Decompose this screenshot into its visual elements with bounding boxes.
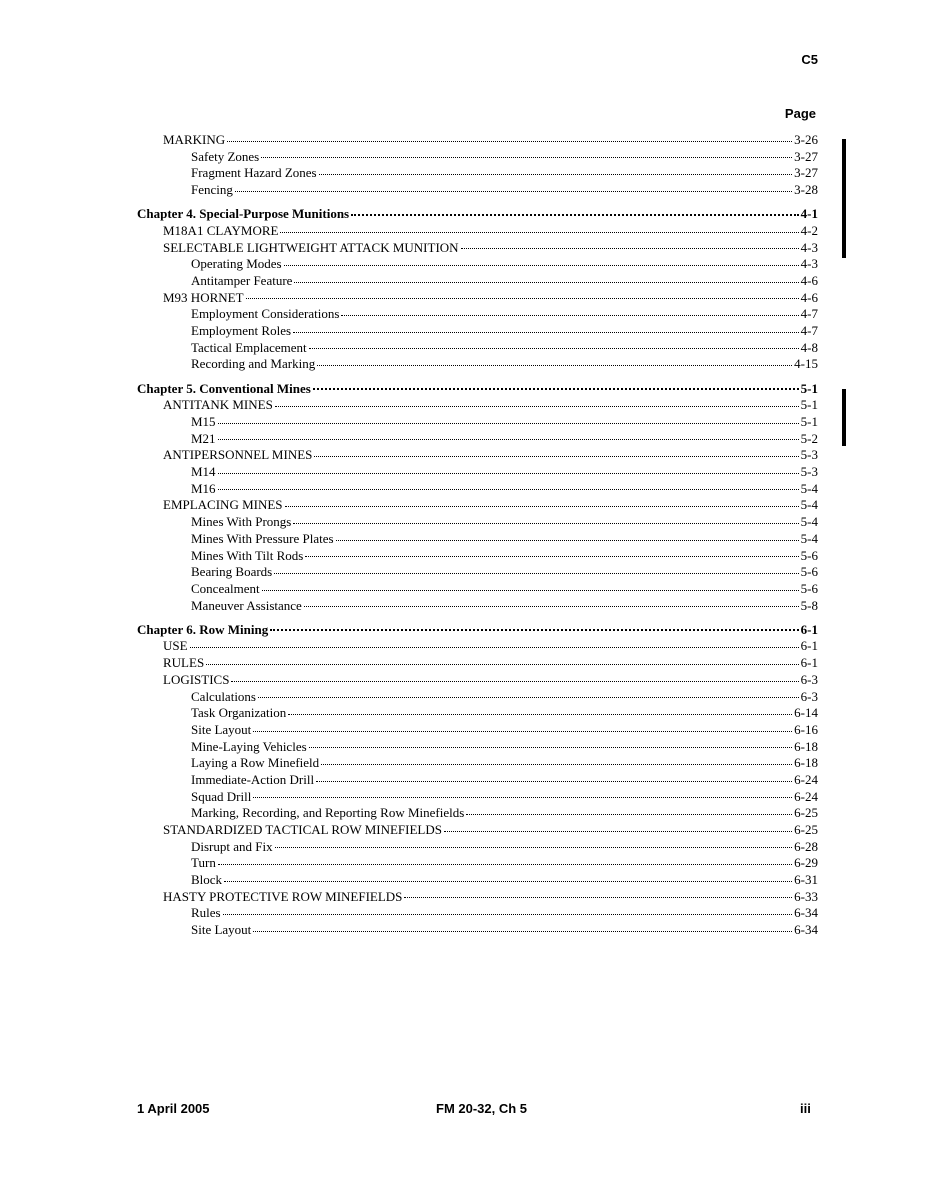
toc-entry-page: 6-3 [800,671,818,687]
toc-entry-title: STANDARDIZED TACTICAL ROW MINEFIELDS [163,822,442,837]
toc-entry [0,855,818,872]
toc-entry-title: Fencing [191,182,233,198]
toc-entry-title: Recording and Marking [191,356,316,372]
toc-entry-title: Chapter 5. Conventional Mines [137,380,311,396]
toc-entry-page: 5-6 [800,564,818,580]
toc-entry-title: ANTITANK MINES [163,397,273,413]
dot-leader [227,140,792,142]
toc-entry [0,672,818,689]
toc-entry-page: 4-8 [800,339,818,355]
toc-entry-title: Fragment Hazard Zones [191,165,317,181]
toc-entry-page: 4-2 [800,222,818,238]
dot-leader [288,713,792,715]
toc-entry-page: 6-31 [794,872,818,888]
toc-entry-title: M16 [191,480,216,496]
toc-entry-page: 5-6 [800,580,818,596]
dot-leader [190,646,799,648]
toc-entry [0,431,818,448]
toc-entry-title: Chapter 4. Special-Purpose Munitions [137,206,350,222]
toc-entry-title: Rules [191,905,221,921]
dot-leader [444,830,792,832]
toc-entry-page: 4-3 [800,239,818,255]
toc-entry [0,497,818,514]
dot-leader [246,297,799,299]
toc-entry-page: 3-27 [794,165,818,181]
toc-entry-page: 3-28 [794,182,818,198]
toc-entry-page: 6-1 [800,621,818,637]
toc-chapter-entry [0,381,818,398]
footer-manual: FM 20-32, Ch 5 [436,1101,528,1116]
toc-entry-title: Immediate-Action Drill [191,771,315,787]
toc-entry-page: 6-16 [794,721,818,737]
page-column-heading: Page [784,106,816,121]
toc-entry-page: 6-3 [800,688,818,704]
toc-entry-title: Mines With Tilt Rods [191,547,304,563]
dot-leader [218,472,799,474]
toc-entry [0,397,818,414]
toc-entry [0,256,818,273]
toc-entry-page: 4-6 [800,289,818,305]
toc-entry-title: Mines With Pressure Plates [191,530,334,546]
dot-leader [351,213,799,216]
toc-entry [0,273,818,290]
toc-entry-title: Laying a Row Minefield [191,755,320,771]
toc-entry [0,564,818,581]
toc-entry [0,514,818,531]
toc-entry [0,755,818,772]
dot-leader [319,173,793,175]
toc-entry-page: 6-1 [800,638,818,654]
toc-entry-title: Concealment [191,580,260,596]
dot-leader [231,680,798,682]
toc-entry-page: 5-1 [800,414,818,429]
toc-entry-page: 4-1 [800,206,818,222]
toc-entry-title: EMPLACING MINES [163,497,283,513]
dot-leader [275,405,799,407]
dot-leader [223,913,793,915]
dot-leader [253,730,792,732]
table-of-contents [0,132,926,939]
toc-entry-title: MARKING [163,132,226,147]
toc-entry [0,922,818,939]
toc-entry-title: Turn [191,855,216,871]
toc-entry-title: Mine-Laying Vehicles [191,738,307,754]
toc-entry-page: 5-4 [800,497,818,513]
toc-entry-title: Maneuver Assistance [191,597,302,613]
toc-entry-page: 5-2 [800,430,818,446]
toc-entry-title: Antitamper Feature [191,273,293,288]
change-number: C5 [801,52,818,67]
dot-leader [317,364,792,366]
toc-entry [0,464,818,481]
toc-entry [0,165,818,182]
toc-entry-page: 4-6 [800,273,818,288]
toc-chapter-entry [0,622,818,639]
toc-entry [0,481,818,498]
dot-leader [261,156,792,158]
toc-entry [0,581,818,598]
toc-entry-page: 6-34 [794,905,818,921]
toc-entry-page: 5-3 [800,464,818,480]
toc-entry-page: 6-28 [794,838,818,854]
toc-entry-title: Calculations [191,688,256,704]
toc-entry [0,889,818,906]
dot-leader [313,387,799,390]
toc-entry-page: 6-18 [794,755,818,771]
toc-entry-title: Disrupt and Fix [191,838,273,854]
toc-entry-page: 4-7 [800,323,818,339]
toc-entry-page: 6-34 [794,922,818,938]
toc-entry-page: 6-1 [800,655,818,671]
toc-entry-page: 4-7 [800,306,818,322]
dot-leader [304,605,799,607]
toc-entry [0,414,818,431]
toc-entry-page: 5-4 [800,514,818,530]
toc-entry-page: 4-15 [794,356,818,372]
toc-entry [0,705,818,722]
toc-entry-page: 5-4 [800,480,818,496]
dot-leader [280,231,798,233]
toc-entry-title: Safety Zones [191,148,260,164]
toc-entry-page: 6-14 [794,705,818,721]
dot-leader [274,572,798,574]
dot-leader [321,763,792,765]
toc-entry [0,531,818,548]
dot-leader [262,589,799,591]
toc-entry-title: Employment Considerations [191,306,340,322]
toc-entry-page: 3-27 [794,148,818,164]
dot-leader [253,796,792,798]
toc-entry-title: Operating Modes [191,256,282,272]
dot-leader [294,281,798,283]
toc-entry-page: 3-26 [794,132,818,147]
toc-entry-title: Task Organization [191,705,287,721]
toc-entry [0,340,818,357]
toc-entry-title: Bearing Boards [191,564,273,580]
toc-entry-page: 6-18 [794,738,818,754]
toc-entry-title: Tactical Emplacement [191,339,307,355]
toc-entry [0,290,818,307]
toc-entry-page: 5-4 [800,530,818,546]
toc-entry [0,132,818,149]
toc-entry [0,638,818,655]
dot-leader [218,438,799,440]
toc-entry-title: M18A1 CLAYMORE [163,222,279,238]
dot-leader [258,696,799,698]
toc-entry-page: 5-6 [800,547,818,563]
toc-entry-page: 6-25 [794,805,818,821]
dot-leader [466,813,792,815]
toc-entry-title: M15 [191,414,216,429]
toc-entry-title: Employment Roles [191,323,292,339]
dot-leader [218,863,792,865]
toc-entry [0,689,818,706]
toc-entry-title: RULES [163,655,205,671]
toc-entry-title: Block [191,872,223,888]
toc-entry [0,182,818,199]
dot-leader [224,880,792,882]
toc-entry-title: LOGISTICS [163,671,230,687]
toc-entry-page: 5-1 [800,380,818,396]
toc-chapter-entry [0,206,818,223]
toc-entry-page: 4-3 [800,256,818,272]
toc-entry [0,598,818,615]
toc-entry [0,447,818,464]
dot-leader [461,247,799,249]
dot-leader [314,455,798,457]
toc-entry-page: 5-1 [800,397,818,413]
toc-entry [0,805,818,822]
toc-entry-title: Site Layout [191,922,252,938]
dot-leader [293,522,798,524]
toc-entry-title: Squad Drill [191,788,252,804]
toc-entry [0,223,818,240]
footer-page-number: iii [800,1101,811,1116]
footer-date: 1 April 2005 [137,1101,210,1116]
toc-entry-title: M93 HORNET [163,289,244,305]
toc-entry [0,789,818,806]
toc-entry [0,149,818,166]
dot-leader [316,780,792,782]
dot-leader [309,347,799,349]
dot-leader [218,422,799,424]
toc-entry [0,655,818,672]
toc-entry-title: HASTY PROTECTIVE ROW MINEFIELDS [163,888,403,904]
dot-leader [285,505,799,507]
dot-leader [206,663,798,665]
toc-entry-title: ANTIPERSONNEL MINES [163,447,313,463]
dot-leader [309,746,793,748]
toc-entry-title: Site Layout [191,721,252,737]
toc-entry-title: SELECTABLE LIGHTWEIGHT ATTACK MUNITION [163,239,459,255]
dot-leader [253,930,792,932]
toc-entry-page: 6-24 [794,771,818,787]
toc-entry-title: Mines With Prongs [191,514,292,530]
dot-leader [404,896,792,898]
toc-entry [0,323,818,340]
dot-leader [284,264,799,266]
toc-entry-title: M21 [191,430,216,446]
dot-leader [336,539,799,541]
toc-entry [0,722,818,739]
dot-leader [270,628,798,631]
toc-entry [0,822,818,839]
toc-entry [0,905,818,922]
toc-entry-page: 5-3 [800,447,818,463]
toc-entry-title: USE [163,638,188,654]
toc-entry-page: 6-25 [794,822,818,837]
dot-leader [218,488,799,490]
toc-entry-title: M14 [191,464,216,480]
toc-entry-page: 6-33 [794,888,818,904]
toc-entry-title: Marking, Recording, and Reporting Row Minefields [191,805,465,821]
toc-entry [0,356,818,373]
dot-leader [235,190,792,192]
toc-entry-page: 5-8 [800,597,818,613]
toc-entry [0,872,818,889]
toc-entry-page: 6-24 [794,788,818,804]
dot-leader [293,331,799,333]
toc-entry [0,240,818,257]
dot-leader [275,846,793,848]
toc-entry-page: 6-29 [794,855,818,871]
dot-leader [305,555,798,557]
toc-entry [0,306,818,323]
dot-leader [341,314,798,316]
toc-entry [0,772,818,789]
toc-entry [0,739,818,756]
toc-entry-title: Chapter 6. Row Mining [137,621,269,637]
toc-entry [0,548,818,565]
toc-entry [0,839,818,856]
